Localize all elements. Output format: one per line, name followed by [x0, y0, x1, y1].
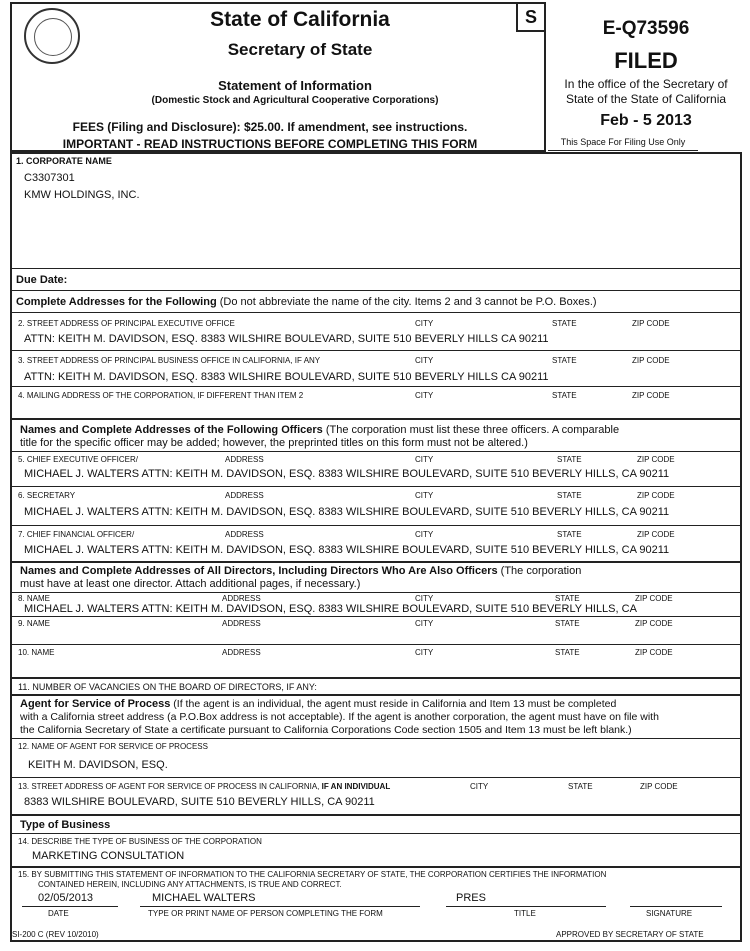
filing-office-line2: State of the State of California [565, 92, 727, 106]
item7-label: 7. CHIEF FINANCIAL OFFICER/ [18, 530, 135, 539]
date-label: DATE [48, 909, 69, 918]
title-label: TITLE [514, 909, 536, 918]
address-label: ADDRESS [225, 455, 264, 464]
divider [10, 350, 742, 351]
city-label: CITY [415, 319, 434, 328]
corporate-name-value: KMW HOLDINGS, INC. [24, 189, 140, 201]
item5-value: MICHAEL J. WALTERS ATTN: KEITH M. DAVIDSON, ESQ. 8383 WILSHIRE BOULEVARD, SUITE 510 BEVERLY HILLS, CA 90211 [24, 468, 670, 480]
divider [10, 561, 742, 563]
fees-line: FEES (Filing and Disclosure): $25.00. If amendment, see instructions. [72, 120, 468, 134]
name-line [140, 906, 420, 907]
zip-label: ZIP CODE [640, 782, 678, 791]
title-line [446, 906, 606, 907]
corporate-name-label: 1. CORPORATE NAME [16, 156, 112, 166]
item3-value: ATTN: KEITH M. DAVIDSON, ESQ. 8383 WILSHIRE BOULEVARD, SUITE 510 BEVERLY HILLS CA 90211 [24, 371, 549, 383]
city-label: CITY [415, 619, 434, 628]
item8-label: 8. NAME [18, 594, 51, 603]
item14-value: MARKETING CONSULTATION [32, 850, 185, 862]
item10-label: 10. NAME [18, 648, 55, 657]
zip-label: ZIP CODE [632, 391, 670, 400]
header-subtitle: Secretary of State [227, 40, 373, 59]
divider [10, 833, 742, 834]
state-label: STATE [552, 319, 577, 328]
item6-label: 6. SECRETARY [18, 491, 76, 500]
divider [10, 592, 742, 593]
state-label: STATE [555, 594, 580, 603]
officers-heading-note: title for the specific officer may be added; however, the preprinted titles on this form must not be altered.) [20, 437, 528, 449]
date-line [22, 906, 118, 907]
item13-value: 8383 WILSHIRE BOULEVARD, SUITE 510 BEVERLY HILLS, CA 90211 [24, 796, 375, 808]
divider [10, 616, 742, 617]
zip-label: ZIP CODE [637, 491, 675, 500]
form-id: SI-200 C (REV 10/2010) [12, 930, 99, 939]
item15-line2: CONTAINED HEREIN, INCLUDING ANY ATTACHMENTS, IS TRUE AND CORRECT. [38, 880, 342, 889]
officers-heading: Names and Complete Addresses of the Following Officers (The corporation must list these three officers. A comparable [20, 424, 620, 436]
filing-number: E-Q73596 [602, 18, 690, 39]
divider [10, 525, 742, 526]
divider [10, 738, 742, 739]
zip-label: ZIP CODE [637, 455, 675, 464]
filing-space-note: This Space For Filing Use Only [560, 137, 686, 147]
divider [10, 866, 742, 868]
filing-space-line [548, 150, 698, 151]
city-label: CITY [470, 782, 489, 791]
state-label: STATE [555, 648, 580, 657]
approved-note: APPROVED BY SECRETARY OF STATE [556, 930, 704, 939]
divider [10, 814, 742, 816]
s-box: S [516, 2, 546, 32]
address-label: ADDRESS [225, 491, 264, 500]
address-label: ADDRESS [225, 530, 264, 539]
state-label: STATE [568, 782, 593, 791]
item4-label: 4. MAILING ADDRESS OF THE CORPORATION, IF DIFFERENT THAN ITEM 2 [18, 391, 304, 400]
address-label: ADDRESS [222, 594, 261, 603]
city-label: CITY [415, 356, 434, 365]
divider [10, 418, 742, 420]
important-line: IMPORTANT - READ INSTRUCTIONS BEFORE COMPLETING THIS FORM [62, 137, 478, 151]
filed-stamp: FILED [614, 48, 678, 73]
item14-label: 14. DESCRIBE THE TYPE OF BUSINESS OF THE CORPORATION [18, 837, 262, 846]
zip-label: ZIP CODE [632, 356, 670, 365]
completer-name-value: MICHAEL WALTERS [152, 892, 256, 904]
state-label: STATE [555, 619, 580, 628]
city-label: CITY [415, 491, 434, 500]
state-label: STATE [552, 356, 577, 365]
header-title: State of California [210, 8, 390, 31]
state-label: STATE [552, 391, 577, 400]
zip-label: ZIP CODE [635, 619, 673, 628]
date-value: 02/05/2013 [38, 892, 94, 904]
item12-label: 12. NAME OF AGENT FOR SERVICE OF PROCESS [18, 742, 208, 751]
divider [10, 386, 742, 387]
divider [10, 694, 742, 696]
city-label: CITY [415, 594, 434, 603]
item3-label: 3. STREET ADDRESS OF PRINCIPAL BUSINESS OFFICE IN CALIFORNIA, IF ANY [18, 356, 321, 365]
agent-heading-note3: the California Secretary of State a certificate pursuant to California Corporations Code section 1505 and Item 13 must be left blank.) [20, 724, 632, 736]
signature-label: SIGNATURE [646, 909, 693, 918]
title-value: PRES [456, 892, 486, 904]
item12-value: KEITH M. DAVIDSON, ESQ. [28, 759, 168, 771]
state-label: STATE [557, 530, 582, 539]
corporate-number: C3307301 [24, 172, 75, 184]
state-label: STATE [557, 491, 582, 500]
divider [10, 268, 742, 269]
zip-label: ZIP CODE [635, 594, 673, 603]
divider [10, 290, 742, 291]
item7-value: MICHAEL J. WALTERS ATTN: KEITH M. DAVIDSON, ESQ. 8383 WILSHIRE BOULEVARD, SUITE 510 BEVERLY HILLS, CA 90211 [24, 544, 670, 556]
city-label: CITY [415, 391, 434, 400]
item6-value: MICHAEL J. WALTERS ATTN: KEITH M. DAVIDSON, ESQ. 8383 WILSHIRE BOULEVARD, SUITE 510 BEVERLY HILLS, CA 90211 [24, 506, 670, 518]
divider [10, 677, 742, 679]
signature-line [630, 906, 722, 907]
divider [10, 312, 742, 313]
filing-office-line1: In the office of the Secretary of [564, 77, 728, 91]
item5-label: 5. CHIEF EXECUTIVE OFFICER/ [18, 455, 139, 464]
divider [10, 644, 742, 645]
item8-value: MICHAEL J. WALTERS ATTN: KEITH M. DAVIDSON, ESQ. 8383 WILSHIRE BOULEVARD, SUITE 510 BEVERLY HILLS, CA [24, 603, 637, 615]
zip-label: ZIP CODE [632, 319, 670, 328]
divider [10, 777, 742, 778]
item2-value: ATTN: KEITH M. DAVIDSON, ESQ. 8383 WILSHIRE BOULEVARD, SUITE 510 BEVERLY HILLS CA 90211 [24, 333, 549, 345]
item2-label: 2. STREET ADDRESS OF PRINCIPAL EXECUTIVE OFFICE [18, 319, 235, 328]
state-seal-icon [24, 8, 80, 64]
city-label: CITY [415, 648, 434, 657]
zip-label: ZIP CODE [637, 530, 675, 539]
addresses-heading: Complete Addresses for the Following (Do not abbreviate the name of the city. Items 2 and 3 cannot be P.O. Boxes.) [16, 296, 597, 308]
address-label: ADDRESS [222, 619, 261, 628]
state-label: STATE [557, 455, 582, 464]
form-title: Statement of Information [218, 78, 372, 93]
filing-date: Feb - 5 2013 [600, 112, 692, 129]
city-label: CITY [415, 455, 434, 464]
form-subtitle: (Domestic Stock and Agricultural Cooperative Corporations) [151, 95, 439, 106]
directors-heading-note: must have at least one director. Attach additional pages, if necessary.) [20, 578, 361, 590]
business-heading: Type of Business [20, 819, 111, 831]
zip-label: ZIP CODE [635, 648, 673, 657]
address-label: ADDRESS [222, 648, 261, 657]
item11-label: 11. NUMBER OF VACANCIES ON THE BOARD OF DIRECTORS, IF ANY: [18, 682, 317, 692]
divider [10, 486, 742, 487]
divider [10, 451, 742, 452]
city-label: CITY [415, 530, 434, 539]
agent-heading-note2: with a California street address (a P.O.Box address is not acceptable). If the agent is another corporation, the agent must have on file with [20, 711, 659, 723]
item15-line1: 15. BY SUBMITTING THIS STATEMENT OF INFORMATION TO THE CALIFORNIA SECRETARY OF STATE, THE CORPORATION CERTIFIES THE INFORMATION [18, 870, 607, 879]
directors-heading: Names and Complete Addresses of All Directors, Including Directors Who Are Also Officers (The corporation [20, 565, 582, 577]
item13-label: 13. STREET ADDRESS OF AGENT FOR SERVICE OF PROCESS IN CALIFORNIA, IF AN INDIVIDUAL [18, 782, 391, 791]
due-date-label: Due Date: [16, 274, 68, 286]
agent-heading: Agent for Service of Process (If the agent is an individual, the agent must reside in California and Item 13 must be completed [20, 698, 617, 710]
item9-label: 9. NAME [18, 619, 51, 628]
completer-name-label: TYPE OR PRINT NAME OF PERSON COMPLETING THE FORM [148, 909, 383, 918]
